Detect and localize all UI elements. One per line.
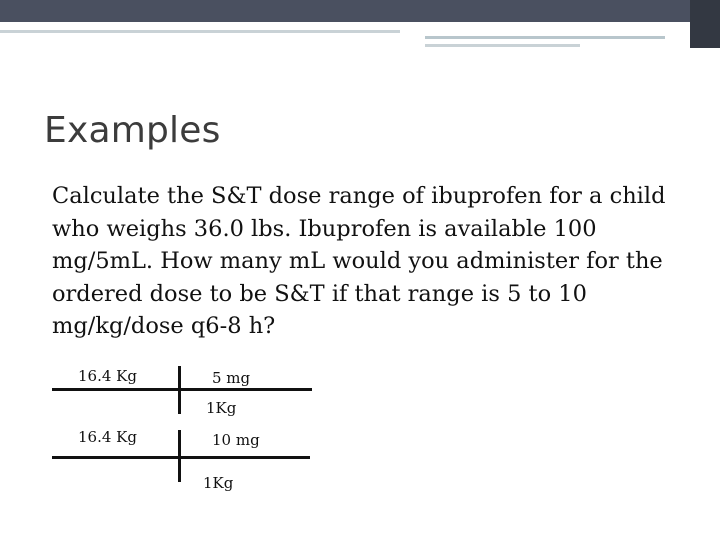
divider-horizontal xyxy=(52,388,312,391)
header-bar xyxy=(0,0,720,22)
numerator-value: 5 mg xyxy=(212,369,251,387)
numerator-value: 10 mg xyxy=(212,431,260,449)
header-stripe xyxy=(425,36,665,39)
weight-value: 16.4 Kg xyxy=(78,428,137,446)
slide-title: Examples xyxy=(44,110,221,151)
divider-horizontal xyxy=(52,456,310,459)
header-stripe xyxy=(425,44,580,47)
denominator-value: 1Kg xyxy=(206,399,237,417)
problem-text: Calculate the S&T dose range of ibuprofen for a child who weighs 36.0 lbs. Ibuprofen is available 100 mg/5mL. How many mL would you administer for the ordered dose to be S&T if that range is 5 to 10 mg/kg/dose q6-8 h? xyxy=(52,183,666,339)
header-bar-corner xyxy=(690,0,720,48)
denominator-value: 1Kg xyxy=(203,474,234,492)
header-stripe xyxy=(0,30,400,33)
weight-value: 16.4 Kg xyxy=(78,367,137,385)
